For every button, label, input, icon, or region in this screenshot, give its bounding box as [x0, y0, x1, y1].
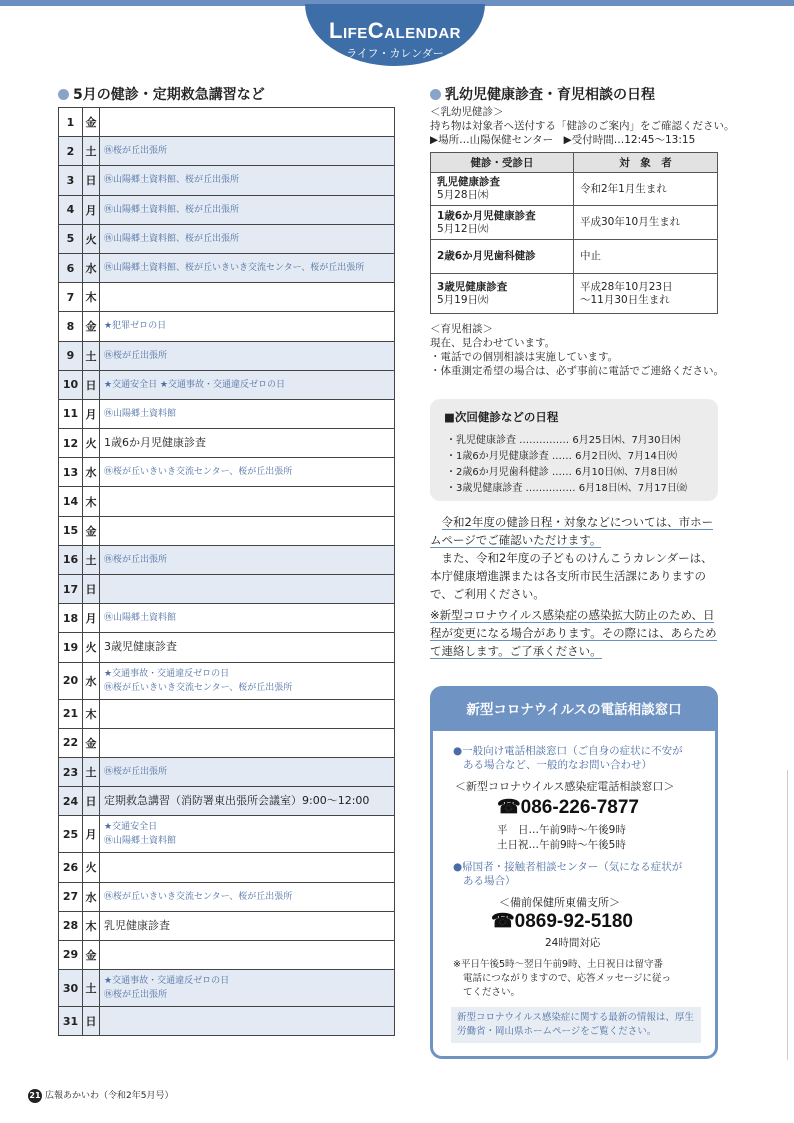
calendar-event: ㊡桜が丘いきいき交流センター、桜が丘出張所 — [104, 467, 293, 478]
calendar-weekday: 水 — [83, 662, 100, 699]
calendar-weekday: 日 — [83, 575, 100, 604]
calendar-row — [59, 283, 395, 312]
calendar-events — [100, 882, 395, 911]
calendar-row — [59, 662, 395, 699]
calendar-weekday: 木 — [83, 699, 100, 728]
after-hours-note: 電話につながりますので、応答メッセージに従っ — [463, 973, 672, 984]
target-text: 平成28年10月23日 — [580, 280, 673, 293]
calendar-weekday: 金 — [83, 516, 100, 545]
calendar-events — [100, 970, 395, 1007]
infant-row — [431, 274, 718, 314]
homepage-link[interactable]: 市ホームページでご確認いただけます。 — [430, 515, 714, 547]
calendar-day: 7 — [59, 283, 83, 312]
calendar-row — [59, 882, 395, 911]
calendar-events — [100, 940, 395, 969]
weekend-hours: 土日祝…午前9時～午後5時 — [497, 839, 626, 851]
life-calendar-badge — [305, 4, 485, 66]
infant-place: ▶場所…山陽保健センター ▶受付時間…12:45～13:15 — [430, 134, 696, 146]
calendar-row — [59, 108, 395, 137]
calendar-day: 5 — [59, 224, 83, 253]
calendar-event: ㊡山陽郷土資料館、桜が丘いきいき交流センター、桜が丘出張所 — [104, 263, 365, 274]
calendar-event: ㊡山陽郷土資料館 — [104, 408, 177, 419]
calendar-day: 26 — [59, 853, 83, 882]
calendar-day: 17 — [59, 575, 83, 604]
calendar-events — [100, 341, 395, 370]
calendar-row — [59, 1007, 395, 1036]
contact-center-label: ●帰国者・接触者相談センター（気になる症状が — [453, 861, 683, 873]
infant-header-target: 対 象 者 — [574, 153, 718, 173]
infant-row — [431, 173, 718, 206]
calendar-row — [59, 728, 395, 757]
calendar-events — [100, 633, 395, 662]
calendar-row — [59, 699, 395, 728]
general-consult-label: ●一般向け電話相談窓口（ご自身の症状に不安が — [453, 745, 683, 757]
infant-note: 持ち物は対象者へ送付する「健診のご案内」をご確認ください。 — [430, 120, 735, 132]
exam-name: 2歳6か月児歯科健診 — [437, 250, 536, 262]
calendar-day: 29 — [59, 940, 83, 969]
infant-exam-cell — [431, 274, 574, 314]
calendar-weekday: 火 — [83, 224, 100, 253]
infant-target-cell — [574, 206, 718, 240]
calendar-row — [59, 816, 395, 853]
calendar-event: 乳児健康診査 — [104, 918, 170, 932]
calendar-day: 18 — [59, 604, 83, 633]
target-text: ～11月30日生まれ — [580, 293, 670, 306]
calendar-weekday: 木 — [83, 911, 100, 940]
calendar-day: 11 — [59, 399, 83, 428]
weekday-hours: 平 日…午前9時～午後9時 — [497, 824, 626, 836]
calendar-day: 22 — [59, 728, 83, 757]
calendar-events — [100, 575, 395, 604]
exam-date: 5月12日㈫ — [437, 222, 489, 235]
calendar-events — [100, 195, 395, 224]
calendar-weekday: 火 — [83, 429, 100, 458]
calendar-weekday: 土 — [83, 137, 100, 166]
calendar-weekday: 金 — [83, 940, 100, 969]
calendar-events — [100, 283, 395, 312]
infant-row — [431, 240, 718, 274]
calendar-event: ㊡山陽郷土資料館、桜が丘出張所 — [104, 233, 240, 244]
calendar-weekday: 土 — [83, 970, 100, 1007]
infant-target-cell — [574, 274, 718, 314]
calendar-events — [100, 728, 395, 757]
calendar-events — [100, 604, 395, 633]
target-text: 平成30年10月生まれ — [580, 216, 681, 228]
calendar-event: ㊡桜が丘いきいき交流センター、桜が丘出張所 — [104, 682, 293, 693]
calendar-weekday: 水 — [83, 458, 100, 487]
next-schedule-line: ・乳児健康診査 …………… 6月25日㈭、7月30日㈭ — [446, 435, 681, 446]
latest-info-note: 新型コロナウイルス感染症に関する最新の情報は、厚生労働省・岡山県ホームページをご覧ください。 — [451, 1007, 701, 1043]
calendar-event: ㊡桜が丘出張所 — [104, 767, 168, 778]
calendar-events — [100, 699, 395, 728]
calendar-weekday: 日 — [83, 787, 100, 816]
calendar-weekday: 火 — [83, 633, 100, 662]
calendar-weekday: 月 — [83, 604, 100, 633]
infant-target-cell — [574, 240, 718, 274]
contact-center-label: ある場合） — [463, 875, 516, 887]
calendar-day: 15 — [59, 516, 83, 545]
calendar-day: 9 — [59, 341, 83, 370]
calendar-event: ㊡桜が丘いきいき交流センター、桜が丘出張所 — [104, 891, 293, 902]
calendar-events — [100, 458, 395, 487]
calendar-weekday: 金 — [83, 728, 100, 757]
calendar-event: ★交通安全日 — [104, 822, 158, 833]
calendar-events — [100, 312, 395, 341]
calendar-row — [59, 487, 395, 516]
calendar-row — [59, 853, 395, 882]
calendar-event: ★交通安全日 ★交通事故・交通違反ゼロの日 — [104, 379, 285, 390]
calendar-weekday: 木 — [83, 487, 100, 516]
corona-box-title: 新型コロナウイルスの電話相談窓口 — [433, 689, 715, 731]
contact-center-name: ＜備前保健所東備支所＞ — [499, 896, 620, 909]
calendar-day: 12 — [59, 429, 83, 458]
calendar-weekday: 月 — [83, 816, 100, 853]
after-hours-note: ※平日午後5時～翌日午前9時、土日祝日は留守番 — [453, 959, 664, 970]
calendar-events — [100, 787, 395, 816]
calendar-row — [59, 970, 395, 1007]
infant-header-date: 健診・受診日 — [431, 153, 574, 173]
calendar-weekday: 土 — [83, 341, 100, 370]
calendar-weekday: 火 — [83, 853, 100, 882]
calendar-day: 16 — [59, 545, 83, 574]
calendar-row — [59, 575, 395, 604]
calendar-row — [59, 787, 395, 816]
consult-line: 現在、見合わせています。 — [430, 337, 556, 349]
calendar-day: 3 — [59, 166, 83, 195]
calendar-day: 6 — [59, 253, 83, 282]
calendar-events — [100, 662, 395, 699]
may-calendar — [58, 107, 395, 1036]
target-text: 令和2年1月生まれ — [580, 182, 667, 195]
calendar-event: 1歳6か月児健康診査 — [104, 436, 206, 450]
calendar-events — [100, 1007, 395, 1036]
calendar-row — [59, 429, 395, 458]
calendar-weekday: 日 — [83, 370, 100, 399]
calendar-row — [59, 370, 395, 399]
calendar-row — [59, 341, 395, 370]
calendar-day: 21 — [59, 699, 83, 728]
calendar-event: ★交通事故・交通違反ゼロの日 — [104, 668, 230, 679]
calendar-row — [59, 137, 395, 166]
consult-line: ・体重測定希望の場合は、必ず事前に電話でご連絡ください。 — [430, 365, 724, 377]
bullet-dot-icon — [58, 89, 69, 100]
calendar-row — [59, 940, 395, 969]
calendar-day: 25 — [59, 816, 83, 853]
calendar-day: 24 — [59, 787, 83, 816]
calendar-events — [100, 166, 395, 195]
calendar-events — [100, 911, 395, 940]
calendar-row — [59, 166, 395, 195]
calendar-row — [59, 253, 395, 282]
calendar-day: 8 — [59, 312, 83, 341]
calendar-events — [100, 429, 395, 458]
calendar-weekday: 土 — [83, 757, 100, 786]
calendar-weekday: 金 — [83, 312, 100, 341]
left-section-title: 5月の健診・定期救急講習など — [58, 84, 265, 104]
next-schedule-line: ・1歳6か月児健康診査 …… 6月2日㈫、7月14日㈫ — [446, 451, 677, 462]
corona-phone-box — [430, 686, 718, 1059]
calendar-event: 3歳児健康診査 — [104, 640, 177, 654]
calendar-day: 28 — [59, 911, 83, 940]
general-consult-name: ＜新型コロナウイルス感染症電話相談窓口＞ — [455, 780, 675, 793]
calendar-event: ★犯罪ゼロの日 — [104, 321, 167, 332]
calendar-row — [59, 224, 395, 253]
page-footer — [28, 1088, 173, 1103]
contact-phone-number[interactable]: ☎0869-92-5180 — [491, 911, 633, 932]
calendar-row — [59, 604, 395, 633]
general-phone-number[interactable]: ☎086-226-7877 — [497, 797, 639, 818]
badge-subtitle: ライフ・カレンダー — [346, 47, 444, 60]
calendar-row — [59, 633, 395, 662]
right-section-title: 乳幼児健康診査・育児相談の日程 — [430, 84, 655, 104]
exam-name: 3歳児健康診査 — [437, 280, 508, 293]
calendar-row — [59, 195, 395, 224]
calendar-events — [100, 516, 395, 545]
calendar-events — [100, 399, 395, 428]
calendar-events — [100, 545, 395, 574]
exam-date: 5月19日㈫ — [437, 293, 489, 306]
contact-hours: 24時間対応 — [545, 937, 601, 949]
calendar-day: 30 — [59, 970, 83, 1007]
consult-line: ・電話での個別相談は実施しています。 — [430, 351, 619, 363]
footer-text: 広報あかいわ（令和2年5月号） — [45, 1091, 174, 1101]
infant-target-cell — [574, 173, 718, 206]
next-schedule-line: ・2歳6か月児歯科健診 …… 6月10日㈬、7月8日㈬ — [446, 467, 677, 478]
consult-label: ＜育児相談＞ — [430, 323, 493, 335]
calendar-events — [100, 370, 395, 399]
calendar-day: 13 — [59, 458, 83, 487]
page-number: 21 — [28, 1089, 42, 1103]
calendar-weekday: 土 — [83, 545, 100, 574]
exam-date: 5月28日㈭ — [437, 189, 489, 201]
calendar-row — [59, 399, 395, 428]
calendar-weekday: 月 — [83, 195, 100, 224]
calendar-event: ㊡山陽郷土資料館 — [104, 836, 177, 847]
calendar-events — [100, 224, 395, 253]
infant-row — [431, 206, 718, 240]
calendar-event: ㊡山陽郷土資料館、桜が丘出張所 — [104, 175, 240, 186]
exam-name: 乳児健康診査 — [437, 176, 500, 188]
calendar-weekday: 日 — [83, 166, 100, 195]
calendar-weekday: 水 — [83, 253, 100, 282]
calendar-row — [59, 545, 395, 574]
next-schedule-box — [430, 399, 718, 501]
infant-label: ＜乳幼児健診＞ — [430, 106, 504, 118]
next-schedule-title: ■次回健診などの日程 — [444, 410, 559, 424]
calendar-events — [100, 757, 395, 786]
calendar-event: ㊡桜が丘出張所 — [104, 350, 168, 361]
infant-checkup-table — [430, 152, 718, 314]
calendar-events — [100, 816, 395, 853]
calendar-row — [59, 911, 395, 940]
calendar-row — [59, 458, 395, 487]
calendar-event: ㊡桜が丘出張所 — [104, 990, 168, 1001]
website-paragraph: 令和2年度の健診日程・対象などについては、市ホームページでご確認いただけます。 — [430, 515, 714, 547]
calendar-weekday: 木 — [83, 283, 100, 312]
calendar-events — [100, 853, 395, 882]
calendar-day: 27 — [59, 882, 83, 911]
calendar-row — [59, 757, 395, 786]
general-consult-label: ある場合など、一般的なお問い合わせ） — [463, 759, 652, 771]
after-hours-note: てください。 — [463, 987, 521, 998]
calendar-day: 14 — [59, 487, 83, 516]
infant-exam-cell — [431, 206, 574, 240]
calendar-weekday: 月 — [83, 399, 100, 428]
calendar-event: 定期救急講習（消防署東出張所会議室）9:00～12:00 — [104, 794, 370, 808]
calendar-weekday: 金 — [83, 108, 100, 137]
calendar-day: 10 — [59, 370, 83, 399]
infant-exam-cell — [431, 240, 574, 274]
calendar-events — [100, 487, 395, 516]
calendar-day: 23 — [59, 757, 83, 786]
calendar-event: ㊡桜が丘出張所 — [104, 146, 168, 157]
calendar-weekday: 日 — [83, 1007, 100, 1036]
calendar-paragraph: また、令和2年度の子どものけんこうカレンダーは、本庁健康増進課または各支所市民生活課にありますので、ご利用ください。 — [430, 551, 713, 601]
calendar-events — [100, 253, 395, 282]
calendar-event: ㊡山陽郷土資料館 — [104, 613, 177, 624]
calendar-day: 1 — [59, 108, 83, 137]
calendar-event: ★交通事故・交通違反ゼロの日 — [104, 976, 230, 987]
corona-notice: ※新型コロナウイルス感染症の感染拡大防止のため、日程が変更になる場合があります。その際には、あらためて連絡します。ご了承ください。 — [430, 608, 717, 658]
calendar-day: 31 — [59, 1007, 83, 1036]
calendar-row — [59, 312, 395, 341]
badge-title: LIFECALENDAR — [328, 18, 462, 43]
calendar-day: 19 — [59, 633, 83, 662]
target-text: 中止 — [580, 250, 601, 262]
calendar-weekday: 水 — [83, 882, 100, 911]
calendar-events — [100, 137, 395, 166]
exam-name: 1歳6か月児健康診査 — [437, 209, 536, 222]
calendar-day: 4 — [59, 195, 83, 224]
page-edge-line — [787, 770, 788, 1060]
next-schedule-line: ・3歳児健康診査 …………… 6月18日㈭、7月17日㈮ — [446, 483, 687, 494]
calendar-events — [100, 108, 395, 137]
calendar-day: 20 — [59, 662, 83, 699]
calendar-row — [59, 516, 395, 545]
calendar-event: ㊡桜が丘出張所 — [104, 554, 168, 565]
infant-exam-cell — [431, 173, 574, 206]
calendar-event: ㊡山陽郷土資料館、桜が丘出張所 — [104, 204, 240, 215]
calendar-day: 2 — [59, 137, 83, 166]
bullet-dot-icon — [430, 89, 441, 100]
